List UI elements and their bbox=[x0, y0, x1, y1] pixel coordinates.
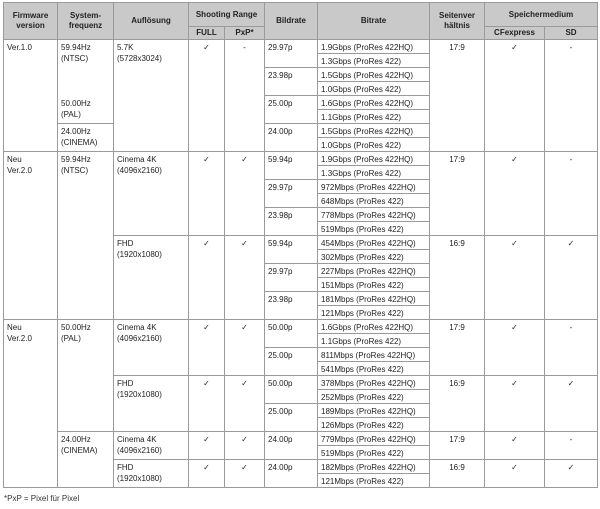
footnote: *PxP = Pixel für Pixel bbox=[4, 494, 80, 503]
header-framerate: Bildrate bbox=[265, 3, 318, 40]
bitrate-cell: 1.5Gbps (ProRes 422HQ) bbox=[318, 124, 430, 138]
sd-cell: - bbox=[545, 320, 598, 376]
pxp-check-cell: ✓ bbox=[225, 236, 265, 320]
framerate-cell: 23.98p bbox=[265, 68, 318, 96]
framerate-cell: 29.97p bbox=[265, 264, 318, 292]
sd-cell: ✓ bbox=[545, 236, 598, 320]
bitrate-cell: 1.9Gbps (ProRes 422HQ) bbox=[318, 40, 430, 54]
bitrate-cell: 252Mbps (ProRes 422) bbox=[318, 390, 430, 404]
bitrate-cell: 1.0Gbps (ProRes 422) bbox=[318, 82, 430, 96]
bitrate-cell: 182Mbps (ProRes 422HQ) bbox=[318, 460, 430, 474]
sd-cell: - bbox=[545, 40, 598, 152]
system-frequency-cell: 59.94Hz (NTSC) bbox=[58, 152, 114, 320]
table-row bbox=[4, 152, 598, 166]
firmware-cell: Neu Ver.2.0 bbox=[4, 320, 58, 488]
header-storage-medium: Speichermedium bbox=[485, 3, 598, 27]
aspect-ratio-cell: 16:9 bbox=[430, 236, 485, 320]
cfexpress-cell: ✓ bbox=[485, 152, 545, 236]
full-check-cell: ✓ bbox=[189, 376, 225, 432]
aspect-ratio-cell: 16:9 bbox=[430, 460, 485, 488]
bitrate-cell: 302Mbps (ProRes 422) bbox=[318, 250, 430, 264]
bitrate-cell: 227Mbps (ProRes 422HQ) bbox=[318, 264, 430, 278]
sd-cell: ✓ bbox=[545, 376, 598, 432]
system-frequency-cell: 50.00Hz (PAL) bbox=[58, 320, 114, 432]
full-check-cell: ✓ bbox=[189, 40, 225, 152]
system-frequency-cell: 24.00Hz (CINEMA) bbox=[58, 124, 114, 152]
framerate-cell: 23.98p bbox=[265, 292, 318, 320]
full-check-cell: ✓ bbox=[189, 236, 225, 320]
sd-cell: - bbox=[545, 432, 598, 460]
header-pxp: PxP* bbox=[225, 27, 265, 40]
bitrate-cell: 541Mbps (ProRes 422) bbox=[318, 362, 430, 376]
bitrate-cell: 519Mbps (ProRes 422) bbox=[318, 446, 430, 460]
header-sd: SD bbox=[545, 27, 598, 40]
bitrate-cell: 1.6Gbps (ProRes 422HQ) bbox=[318, 320, 430, 334]
bitrate-cell: 1.1Gbps (ProRes 422) bbox=[318, 334, 430, 348]
bitrate-cell: 1.1Gbps (ProRes 422) bbox=[318, 110, 430, 124]
header-bitrate: Bitrate bbox=[318, 3, 430, 40]
bitrate-cell: 1.3Gbps (ProRes 422) bbox=[318, 54, 430, 68]
header-full: FULL bbox=[189, 27, 225, 40]
bitrate-cell: 181Mbps (ProRes 422HQ) bbox=[318, 292, 430, 306]
resolution-cell: 5.7K (5728x3024) bbox=[114, 40, 189, 152]
cfexpress-cell: ✓ bbox=[485, 40, 545, 152]
spec-table bbox=[3, 2, 598, 488]
full-check-cell: ✓ bbox=[189, 320, 225, 376]
table-row bbox=[4, 432, 598, 446]
firmware-cell: Neu Ver.2.0 bbox=[4, 152, 58, 320]
pxp-check-cell: ✓ bbox=[225, 152, 265, 236]
aspect-ratio-cell: 17:9 bbox=[430, 320, 485, 376]
aspect-ratio-cell: 17:9 bbox=[430, 40, 485, 152]
framerate-cell: 59.94p bbox=[265, 236, 318, 264]
framerate-cell: 29.97p bbox=[265, 40, 318, 68]
bitrate-cell: 189Mbps (ProRes 422HQ) bbox=[318, 404, 430, 418]
framerate-cell: 25.00p bbox=[265, 404, 318, 432]
cfexpress-cell: ✓ bbox=[485, 432, 545, 460]
bitrate-cell: 648Mbps (ProRes 422) bbox=[318, 194, 430, 208]
cfexpress-cell: ✓ bbox=[485, 320, 545, 376]
framerate-cell: 59.94p bbox=[265, 152, 318, 180]
header-system-frequency: System-frequenz bbox=[58, 3, 114, 40]
bitrate-cell: 1.3Gbps (ProRes 422) bbox=[318, 166, 430, 180]
framerate-cell: 50.00p bbox=[265, 320, 318, 348]
bitrate-cell: 454Mbps (ProRes 422HQ) bbox=[318, 236, 430, 250]
cfexpress-cell: ✓ bbox=[485, 460, 545, 488]
table-row bbox=[4, 320, 598, 334]
framerate-cell: 50.00p bbox=[265, 376, 318, 404]
resolution-cell: Cinema 4K (4096x2160) bbox=[114, 320, 189, 376]
header-cfexpress: CFexpress bbox=[485, 27, 545, 40]
aspect-ratio-cell: 17:9 bbox=[430, 152, 485, 236]
resolution-cell: FHD (1920x1080) bbox=[114, 236, 189, 320]
bitrate-cell: 778Mbps (ProRes 422HQ) bbox=[318, 208, 430, 222]
resolution-cell: Cinema 4K (4096x2160) bbox=[114, 152, 189, 236]
bitrate-cell: 811Mbps (ProRes 422HQ) bbox=[318, 348, 430, 362]
bitrate-cell: 1.6Gbps (ProRes 422HQ) bbox=[318, 96, 430, 110]
pxp-check-cell: ✓ bbox=[225, 460, 265, 488]
bitrate-cell: 1.9Gbps (ProRes 422HQ) bbox=[318, 152, 430, 166]
pxp-cell: - bbox=[225, 40, 265, 152]
bitrate-cell: 126Mbps (ProRes 422) bbox=[318, 418, 430, 432]
bitrate-cell: 121Mbps (ProRes 422) bbox=[318, 306, 430, 320]
resolution-cell: FHD (1920x1080) bbox=[114, 376, 189, 432]
framerate-cell: 23.98p bbox=[265, 208, 318, 236]
bitrate-cell: 151Mbps (ProRes 422) bbox=[318, 278, 430, 292]
framerate-cell: 24.00p bbox=[265, 460, 318, 488]
resolution-cell: Cinema 4K (4096x2160) bbox=[114, 432, 189, 460]
header-shooting-range: Shooting Range bbox=[189, 3, 265, 27]
bitrate-cell: 972Mbps (ProRes 422HQ) bbox=[318, 180, 430, 194]
bitrate-cell: 1.5Gbps (ProRes 422HQ) bbox=[318, 68, 430, 82]
framerate-cell: 25.00p bbox=[265, 348, 318, 376]
header-resolution: Auflösung bbox=[114, 3, 189, 40]
bitrate-cell: 378Mbps (ProRes 422HQ) bbox=[318, 376, 430, 390]
framerate-cell: 25.00p bbox=[265, 96, 318, 124]
aspect-ratio-cell: 16:9 bbox=[430, 376, 485, 432]
framerate-cell: 24.00p bbox=[265, 432, 318, 460]
bitrate-cell: 779Mbps (ProRes 422HQ) bbox=[318, 432, 430, 446]
firmware-cell: Ver.1.0 bbox=[4, 40, 58, 152]
pxp-check-cell: ✓ bbox=[225, 376, 265, 432]
system-frequency-cell: 59.94Hz (NTSC) bbox=[58, 40, 114, 96]
full-check-cell: ✓ bbox=[189, 152, 225, 236]
pxp-check-cell: ✓ bbox=[225, 432, 265, 460]
bitrate-cell: 519Mbps (ProRes 422) bbox=[318, 222, 430, 236]
framerate-cell: 24.00p bbox=[265, 124, 318, 152]
header-aspect-ratio: Seitenver hältnis bbox=[430, 3, 485, 40]
full-check-cell: ✓ bbox=[189, 432, 225, 460]
bitrate-cell: 1.0Gbps (ProRes 422) bbox=[318, 138, 430, 152]
pxp-check-cell: ✓ bbox=[225, 320, 265, 376]
system-frequency-cell: 50.00Hz (PAL) bbox=[58, 96, 114, 124]
full-check-cell: ✓ bbox=[189, 460, 225, 488]
cfexpress-cell: ✓ bbox=[485, 236, 545, 320]
framerate-cell: 29.97p bbox=[265, 180, 318, 208]
system-frequency-cell: 24.00Hz (CINEMA) bbox=[58, 432, 114, 488]
aspect-ratio-cell: 17:9 bbox=[430, 432, 485, 460]
bitrate-cell: 121Mbps (ProRes 422) bbox=[318, 474, 430, 488]
header-firmware: Firmware version bbox=[4, 3, 58, 40]
cfexpress-cell: ✓ bbox=[485, 376, 545, 432]
sd-cell: ✓ bbox=[545, 460, 598, 488]
resolution-cell: FHD (1920x1080) bbox=[114, 460, 189, 488]
sd-cell: - bbox=[545, 152, 598, 236]
table-row bbox=[4, 40, 598, 54]
